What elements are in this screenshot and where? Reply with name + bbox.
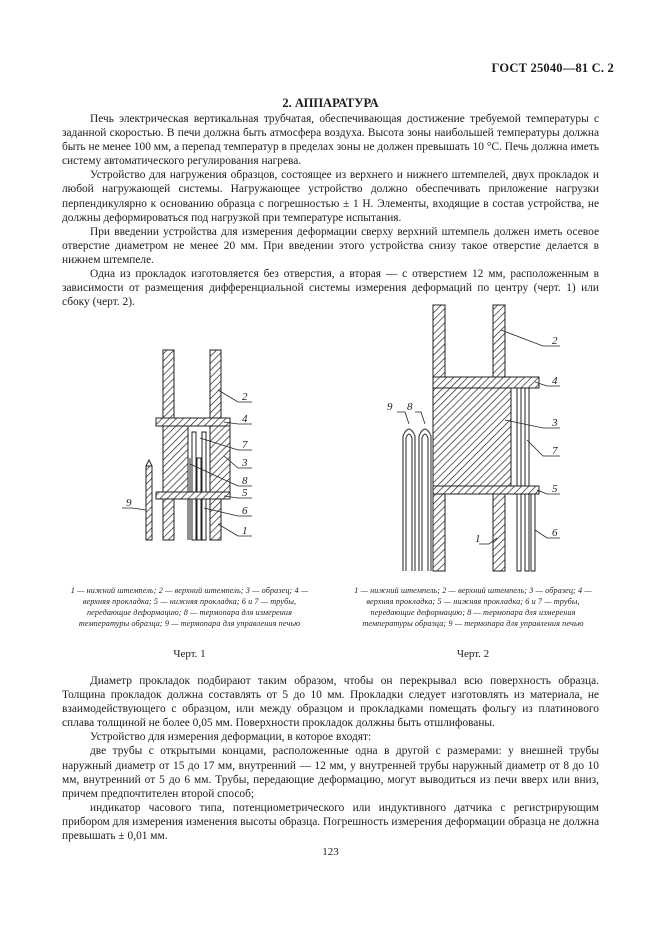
tube-outer-right xyxy=(202,432,206,540)
fig1-label-8: 8 xyxy=(242,475,248,487)
fig1-label-7: 7 xyxy=(242,439,248,451)
fig1-label-9: 9 xyxy=(126,497,132,509)
tube-7-inner xyxy=(525,388,529,571)
upper-punch-left-wall xyxy=(163,350,174,418)
page-header: ГОСТ 25040—81 С. 2 xyxy=(491,61,614,75)
figure-1-drawing xyxy=(120,340,265,575)
fig1-label-6: 6 xyxy=(242,505,248,517)
upper-pad xyxy=(433,377,539,388)
fig2-label-7: 7 xyxy=(552,445,558,457)
fig1-label-2: 2 xyxy=(242,391,248,403)
fig2-label-3: 3 xyxy=(552,417,558,429)
fig2-label-6: 6 xyxy=(552,527,558,539)
figure-2-drawing xyxy=(375,300,575,580)
paragraph-axial-hole: При введении устройства для измерения деформации сверху верхний штемпель должен иметь осевое отверстие диаметром не менее 20 мм. При введении этого устройства снизу такое отверстие делается в нижнем штемпеле. xyxy=(62,225,599,266)
tube-6 xyxy=(531,486,535,571)
fig1-label-1: 1 xyxy=(242,525,248,537)
specimen xyxy=(433,388,511,486)
lower-punch-right-wall xyxy=(493,494,505,571)
fig2-label-8: 8 xyxy=(407,401,413,413)
top-text xyxy=(62,112,599,309)
fig1-label-3: 3 xyxy=(242,457,248,469)
paragraph-tubes: две трубы с открытыми концами, расположенные одна в другой с размерами: у внешней трубы наружный диаметр от 15 до 17 мм, внутренний — 12 мм, у внутренней трубы наружный диаметр от 8 до 10 мм, внутренний от 5 до 6 мм. Трубы, передающие деформацию, могут выводиться из печи вверх или вниз, причем предпочтителен второй способ; xyxy=(62,745,599,800)
fig2-label-9: 9 xyxy=(387,401,393,413)
figure-1-title: Черт. 1 xyxy=(173,648,206,660)
thermocouple-9 xyxy=(146,466,152,540)
fig2-label-5: 5 xyxy=(552,483,558,495)
thermocouple-8 xyxy=(419,429,431,571)
fig2-label-1: 1 xyxy=(475,533,481,545)
fig2-label-2: 2 xyxy=(552,335,558,347)
paragraph-pad-diameter: Диаметр прокладок подбирают таким образом, чтобы он перекрывал всю поверхность образца. Толщина прокладок должна составлять от 5 до 10 мм. Прокладки следует изготовлять из материала, не взаимодействующего с образцом, или между образцом и прокладками помещать фольгу из платинового сплава толщиной не более 0,05 мм. Поверхности прокладок должны быть отшлифованы. xyxy=(62,675,599,730)
upper-pad xyxy=(156,418,230,426)
lower-pad xyxy=(433,486,539,494)
lower-punch-left-wall xyxy=(163,499,174,540)
figure-1-caption: 1 — нижний штемпель; 2 — верхний штемпель; 3 — образец; 4 — верхняя прокладка; 5 — нижняя прокладка; 6 и 7 — трубы, передающие деформацию; 8 — термопара для измерения температуры образца; 9 — термопара для управления печью xyxy=(70,586,309,628)
upper-punch-left-wall xyxy=(433,305,445,377)
bottom-text xyxy=(62,674,599,843)
page-number: 123 xyxy=(322,846,339,858)
paragraph-loading-device: Устройство для нагружения образцов, состоящее из верхнего и нижнего штемпелей, двух прокладок и любой нагружающей системы. Нагружающее устройство должно обеспечивать приложение нагрузки перпендикулярно к основанию образца с погрешностью ± 1 Н. Элементы, входящие в состав устройства, не должны деформироваться под нагрузкой при температуре испытания. xyxy=(62,169,599,224)
tube-outer xyxy=(192,432,196,540)
figure-2-title: Черт. 2 xyxy=(456,648,490,660)
section-title: 2. АППАРАТУРА xyxy=(282,96,379,110)
fig1-label-4: 4 xyxy=(242,413,248,425)
thermocouple-9 xyxy=(403,429,415,571)
upper-punch-right-wall xyxy=(210,350,221,418)
upper-punch-right-wall xyxy=(493,305,505,377)
lower-punch-left-wall xyxy=(433,494,445,571)
paragraph-furnace: Печь электрическая вертикальная трубчатая, обеспечивающая достижение требуемой температуры с заданной скоростью. В печи должна быть атмосфера воздуха. Высота зоны наибольшей температуры должна быть не менее 100 мм, а перепад температур в пределах зоны не должен превышать 10 °С. Печь должна иметь систему автоматического регулирования нагрева. xyxy=(62,113,599,168)
paragraph-pads: Одна из прокладок изготовляется без отверстия, а вторая — с отверстием 12 мм, расположенным в зависимости от размещения дифференциальной системы измерения деформаций по центру (черт. 1) или сбоку (черт. 2). xyxy=(62,268,599,309)
figure-2-caption: 1 — нижний штемпель; 2 — верхний штемпель; 3 — образец; 4 — верхняя прокладка; 5 — нижняя прокладка; 6 и 7 — трубы, передающие деформацию; 8 — термопара для измерения температуры образца; 9 — термопара для управления печью xyxy=(354,586,592,628)
paragraph-deformation-device: Устройство для измерения деформации, в которое входят: xyxy=(90,731,372,744)
lower-pad xyxy=(156,492,230,499)
lower-punch-right-wall xyxy=(210,499,221,540)
specimen-left xyxy=(163,426,188,492)
tube-7-outer xyxy=(517,388,521,571)
paragraph-indicator: индикатор часового типа, потенциометрического или индуктивного датчика с регистрирующим прибором для измерения изменения высоты образца. Погрешность измерения деформации образца не должна превышать ± 0,01 мм. xyxy=(62,801,599,843)
fig2-label-4: 4 xyxy=(552,375,558,387)
fig1-label-5: 5 xyxy=(242,487,248,499)
